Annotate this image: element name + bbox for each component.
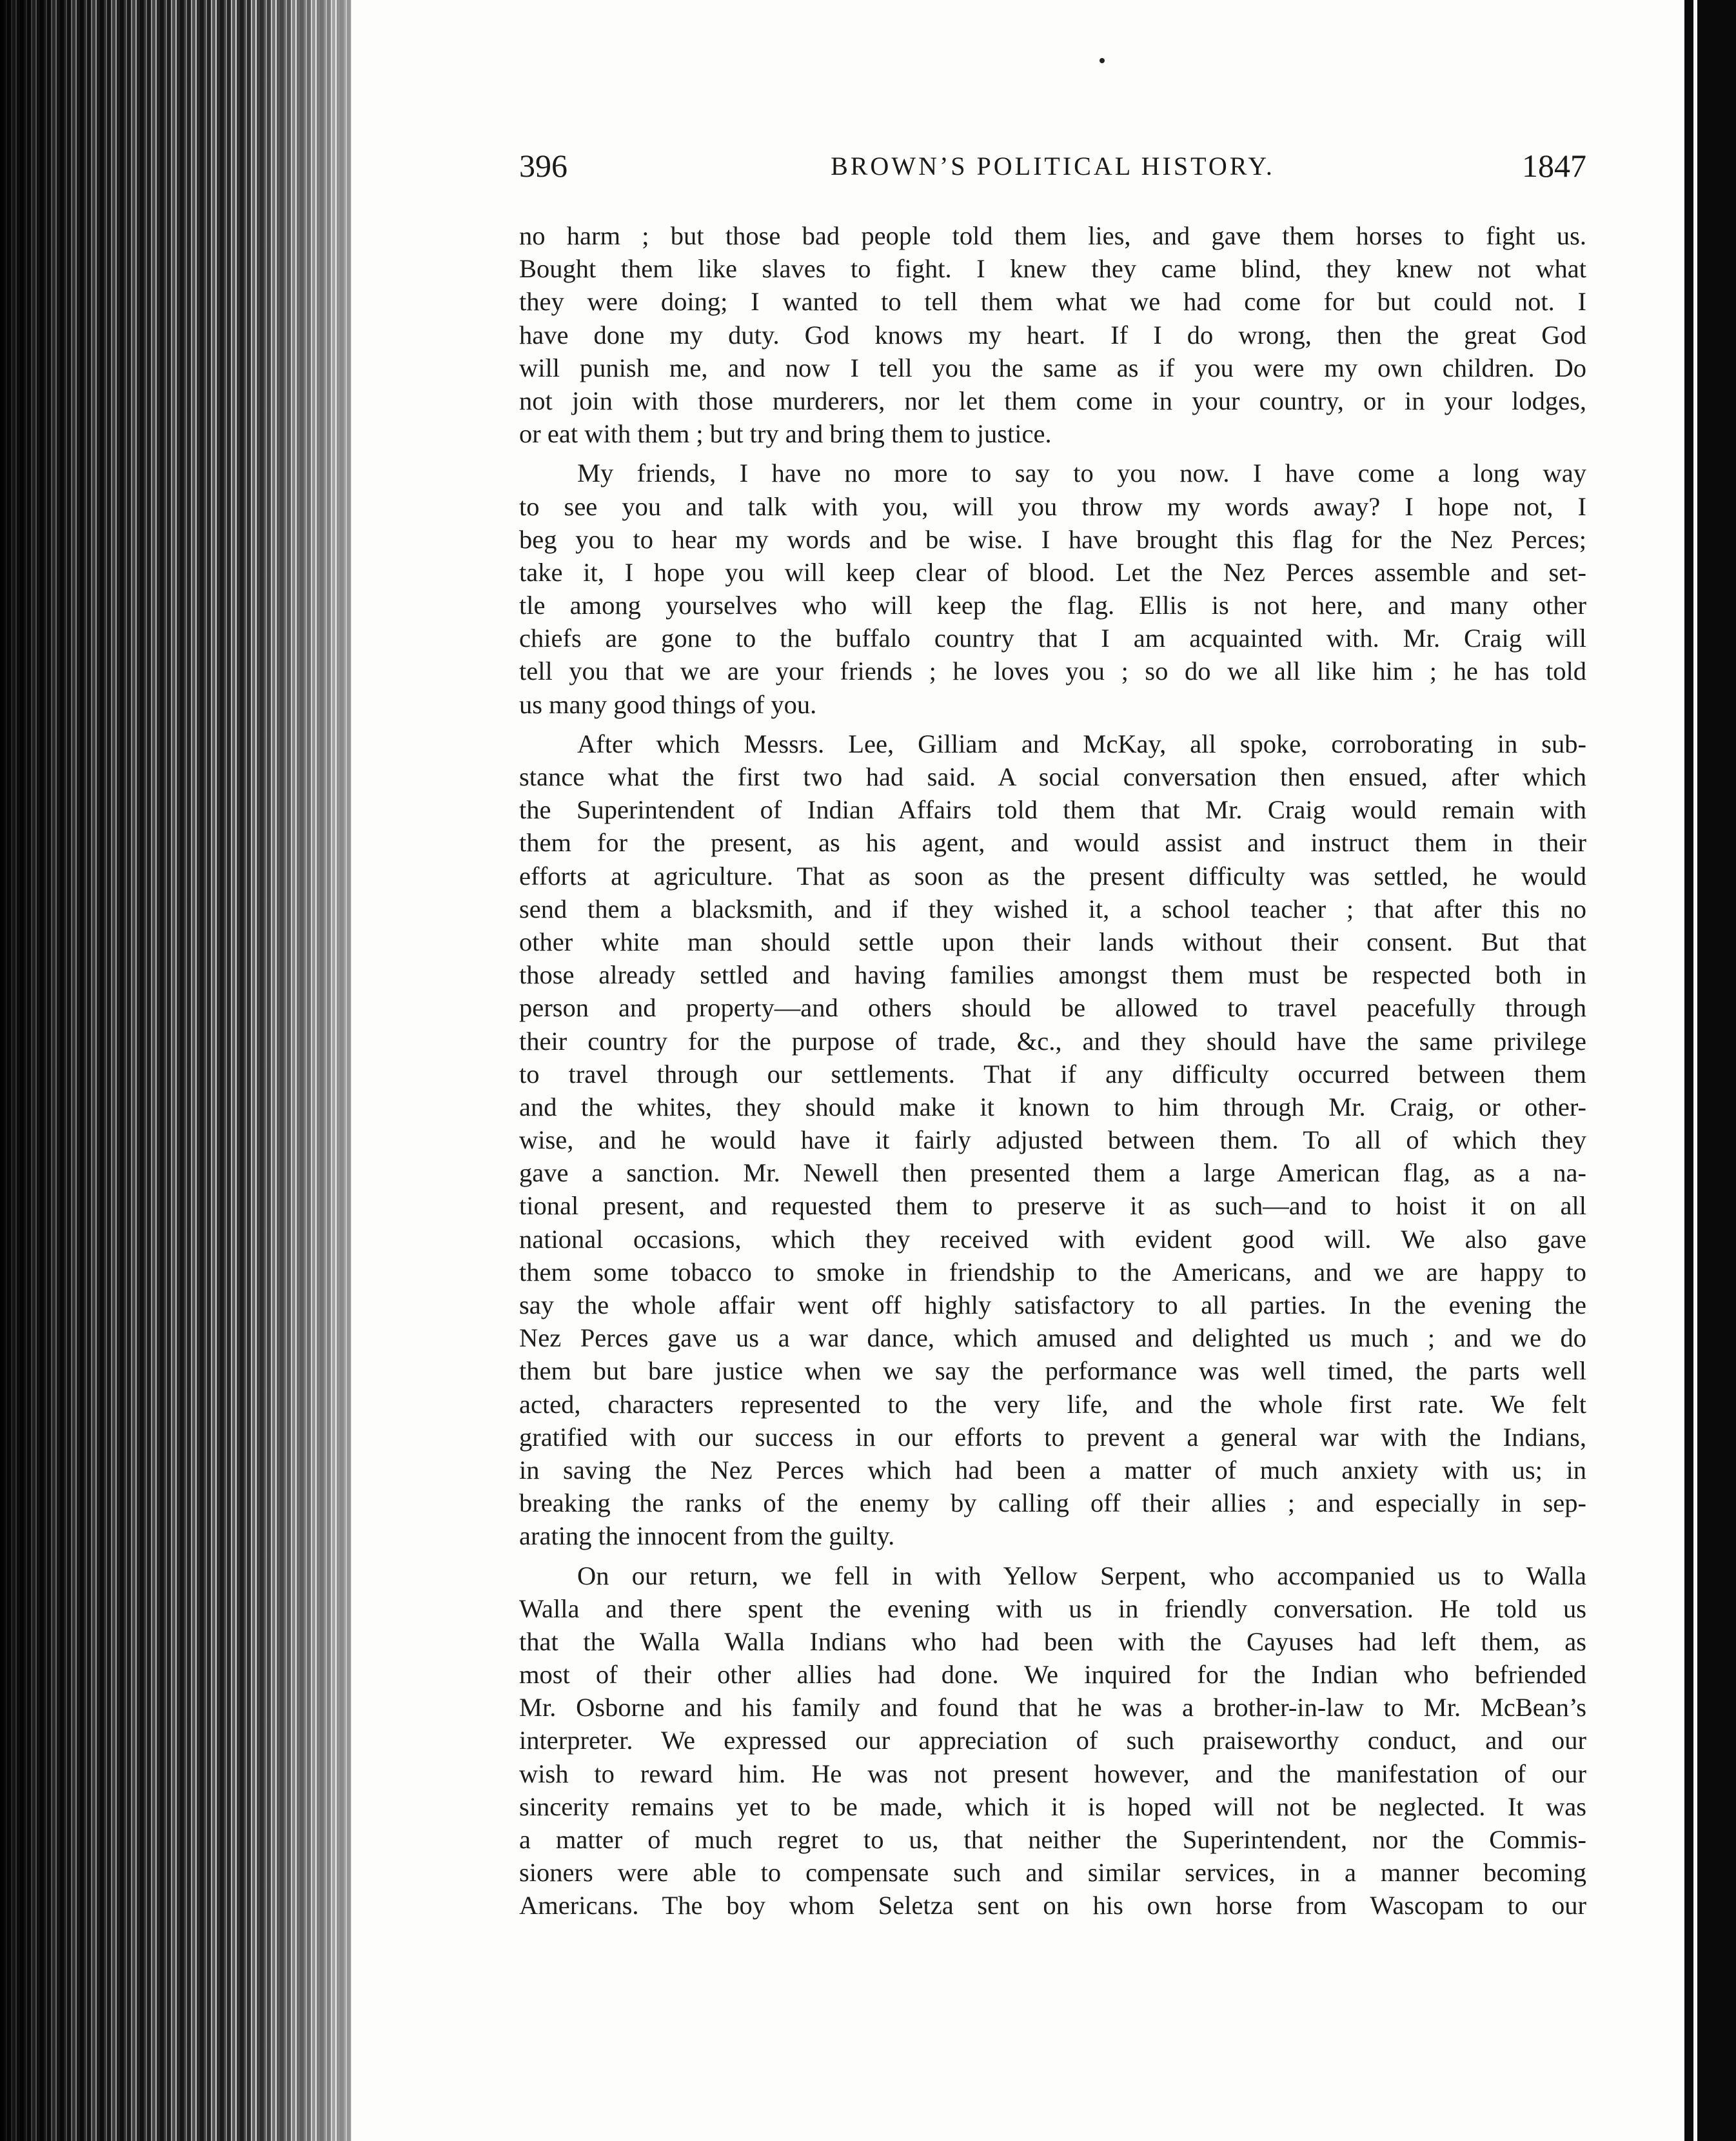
text-line: they were doing; I wanted to tell them what we had come for but could not. I [519, 287, 1586, 317]
text-line: My friends, I have no more to say to you now. I have come a long way [577, 459, 1586, 488]
speck [1100, 58, 1105, 63]
text-line: breaking the ranks of the enemy by calling off their allies ; and especially in sep- [519, 1488, 1586, 1518]
text-line: On our return, we fell in with Yellow Serpent, who accompanied us to Walla [577, 1561, 1586, 1590]
text-line: wish to reward him. He was not present however, and the manifestation of our [519, 1759, 1586, 1788]
text-line: not join with those murderers, nor let them come in your country, or in your lodges, [519, 386, 1586, 415]
running-title: BROWN’S POLITICAL HISTORY. [831, 152, 1275, 181]
text-line: that the Walla Walla Indians who had been with the Cayuses had left them, as [519, 1626, 1586, 1656]
text-line: Americans. The boy whom Seletza sent on his own horse from Wascopam to our [519, 1891, 1586, 1920]
running-year: 1847 [1522, 148, 1586, 184]
text-line: them but bare justice when we say the performance was well timed, the parts well [519, 1356, 1586, 1386]
text-line: acted, characters represented to the very life, and the whole first rate. We felt [519, 1389, 1586, 1419]
text-line: tle among yourselves who will keep the flag. Ellis is not here, and many other [519, 591, 1586, 620]
text-line: Walla and there spent the evening with us in friendly conversation. He told us [519, 1593, 1586, 1623]
text-line: person and property—and others should be allowed to travel peacefully through [519, 993, 1586, 1023]
text-line: us many good things of you. [519, 689, 817, 719]
text-line: will punish me, and now I tell you the same as if you were my own children. Do [519, 353, 1586, 382]
paragraph [519, 727, 1586, 1553]
text-line: most of their other allies had done. We inquired for the Indian who befriended [519, 1660, 1586, 1690]
text-line: the Superintendent of Indian Affairs told them that Mr. Craig would remain with [519, 795, 1586, 825]
book-binding-edge [1684, 0, 1736, 2141]
text-line: take it, I hope you will keep clear of blood. Let the Nez Perces assemble and set- [519, 557, 1586, 587]
text-line: them some tobacco to smoke in friendship to the Americans, and we are happy to [519, 1257, 1586, 1287]
text-line: tell you that we are your friends ; he loves you ; so do we all like him ; he has told [519, 656, 1586, 686]
text-line: a matter of much regret to us, that neither the Superintendent, nor the Commis- [519, 1825, 1586, 1854]
text-line: have done my duty. God knows my heart. If I do wrong, then the great God [519, 320, 1586, 350]
text-line: say the whole affair went off highly satisfactory to all parties. In the evening the [519, 1290, 1586, 1319]
text-line: no harm ; but those bad people told them lies, and gave them horses to fight us. [519, 221, 1586, 250]
text-line: sioners were able to compensate such and similar services, in a manner becoming [519, 1858, 1586, 1888]
paragraph [519, 219, 1586, 450]
book-page-edges [0, 0, 351, 2141]
text-line: tional present, and requested them to preserve it as such—and to hoist it on all [519, 1191, 1586, 1221]
text-line: and the whites, they should make it known to him through Mr. Craig, or other- [519, 1092, 1586, 1121]
text-line: arating the innocent from the guilty. [519, 1521, 895, 1551]
running-head [519, 147, 1586, 186]
text-line: those already settled and having families amongst them must be respected both in [519, 960, 1586, 990]
text-line: to travel through our settlements. That if any difficulty occurred between them [519, 1059, 1586, 1089]
text-line: Nez Perces gave us a war dance, which amused and delighted us much ; and we do [519, 1323, 1586, 1353]
text-line: national occasions, which they received with evident good will. We also gave [519, 1224, 1586, 1254]
body-text [519, 219, 1586, 1922]
text-line: to see you and talk with you, will you throw my words away? I hope not, I [519, 491, 1586, 521]
text-line: other white man should settle upon their lands without their consent. But that [519, 927, 1586, 956]
text-line: efforts at agriculture. That as soon as the present difficulty was settled, he would [519, 861, 1586, 891]
text-line: gratified with our success in our efforts to prevent a general war with the Indians, [519, 1422, 1586, 1452]
text-line: their country for the purpose of trade, &c., and they should have the same privilege [519, 1026, 1586, 1056]
text-line: Mr. Osborne and his family and found that he was a brother-in-law to Mr. McBean’s [519, 1693, 1586, 1722]
text-line: gave a sanction. Mr. Newell then presented them a large American flag, as a na- [519, 1158, 1586, 1188]
text-line: Bought them like slaves to fight. I knew they came blind, they knew not what [519, 254, 1586, 284]
text-line: sincerity remains yet to be made, which it is hoped will not be neglected. It was [519, 1791, 1586, 1821]
paragraph [519, 1559, 1586, 1922]
text-line: beg you to hear my words and be wise. I have brought this flag for the Nez Perces; [519, 524, 1586, 554]
text-line: chiefs are gone to the buffalo country that I am acquainted with. Mr. Craig will [519, 624, 1586, 653]
text-line: them for the present, as his agent, and would assist and instruct them in their [519, 828, 1586, 858]
text-line: in saving the Nez Perces which had been a matter of much anxiety with us; in [519, 1455, 1586, 1485]
text-line: interpreter. We expressed our appreciation of such praiseworthy conduct, and our [519, 1726, 1586, 1755]
text-line: stance what the first two had said. A social conversation then ensued, after which [519, 762, 1586, 791]
page-number: 396 [519, 148, 567, 184]
paragraph [519, 457, 1586, 721]
text-line: wise, and he would have it fairly adjusted between them. To all of which they [519, 1125, 1586, 1155]
text-line: After which Messrs. Lee, Gilliam and McKay, all spoke, corroborating in sub- [577, 729, 1586, 758]
text-line: send them a blacksmith, and if they wished it, a school teacher ; that after this no [519, 894, 1586, 923]
text-line: or eat with them ; but try and bring them to justice. [519, 419, 1052, 449]
